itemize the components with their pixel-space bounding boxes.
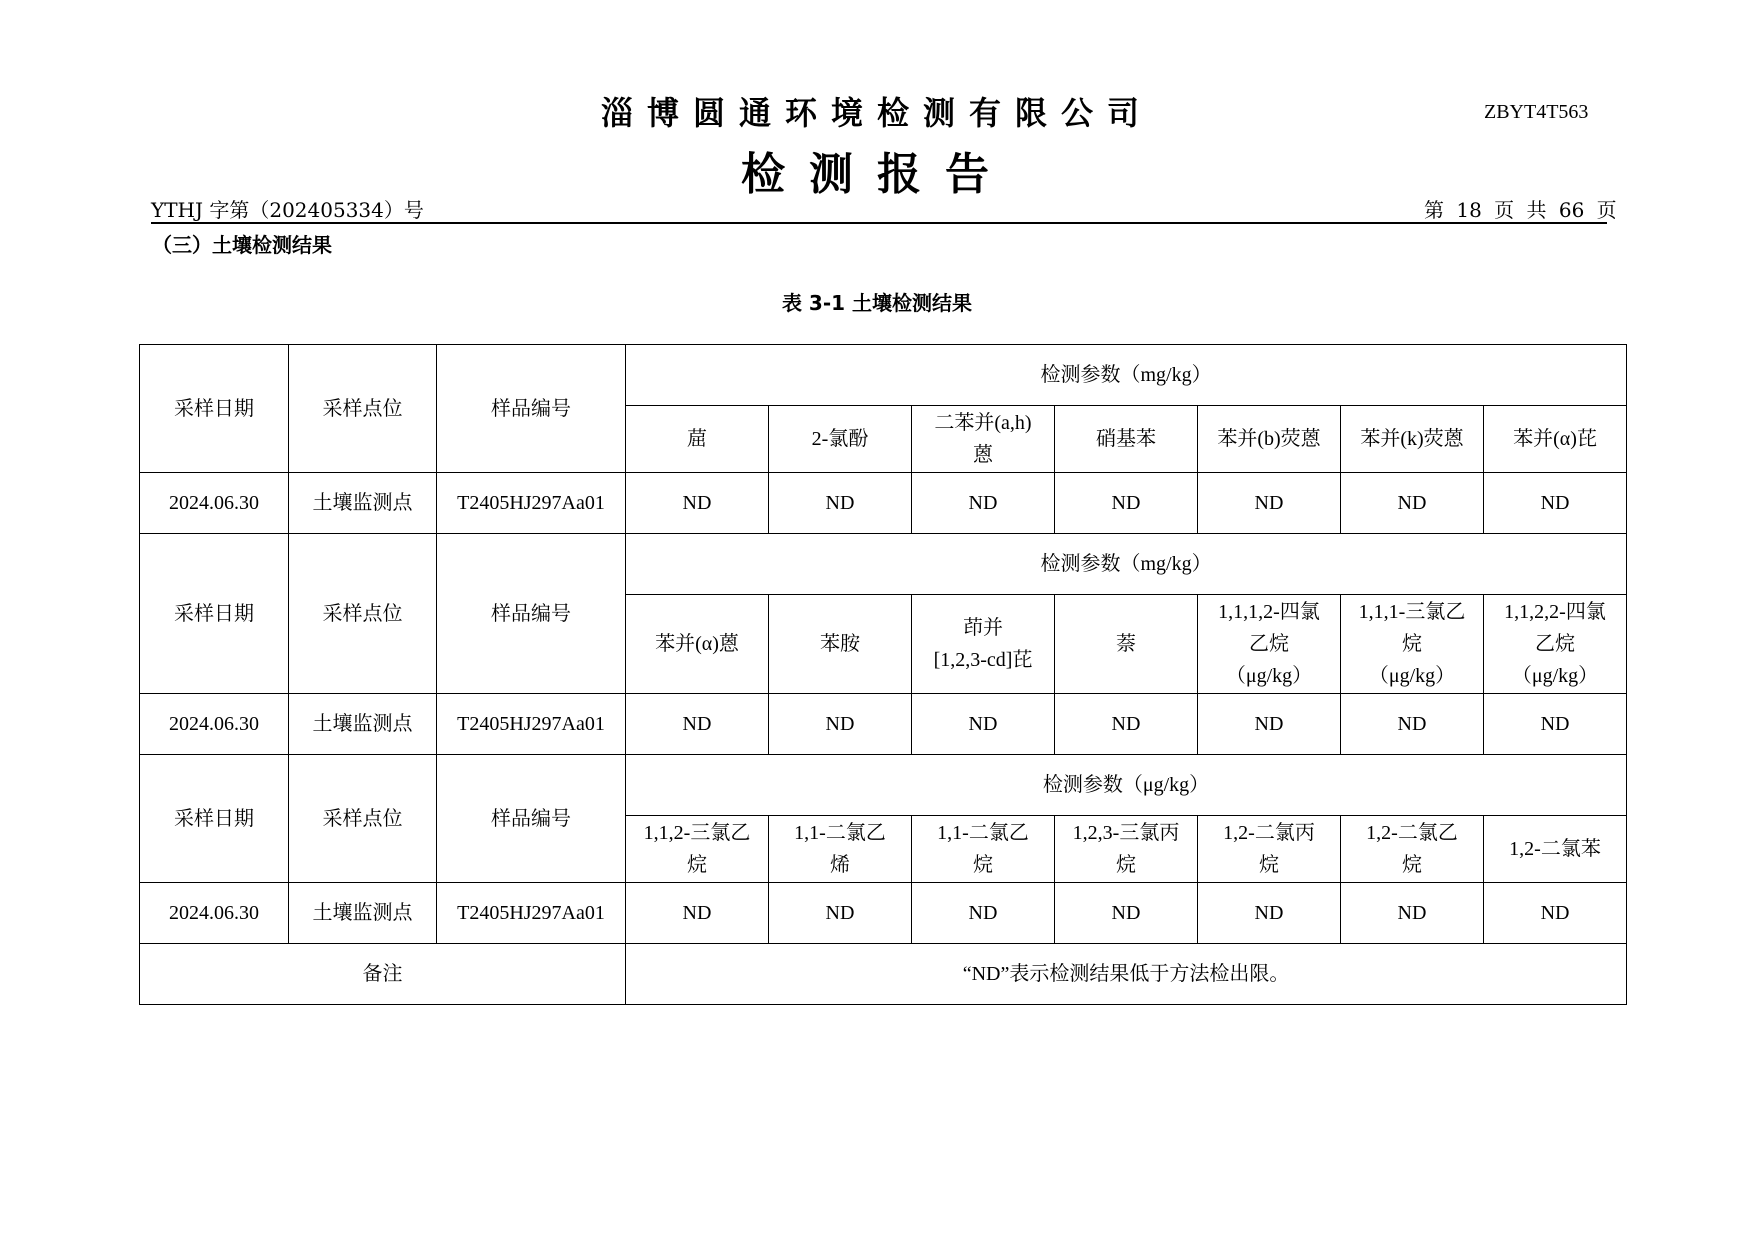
cell-sampling-date: 2024.06.30 (140, 473, 289, 534)
cell-result: ND (1055, 883, 1198, 944)
cell-result: ND (1198, 473, 1341, 534)
param-name: 1,1-二氯乙 烷 (912, 816, 1055, 883)
param-name: 硝基苯 (1055, 406, 1198, 473)
param-name: 1,2-二氯苯 (1484, 816, 1627, 883)
table-row (140, 694, 1627, 755)
cell-result: ND (1341, 473, 1484, 534)
cell-result: ND (626, 694, 769, 755)
report-title: 检测报告 (741, 149, 1013, 200)
param-name: 䓛 (626, 406, 769, 473)
param-header-row (140, 755, 1627, 816)
cell-result: ND (1055, 473, 1198, 534)
header-sampling-point: 采样点位 (289, 345, 437, 473)
param-header-row (140, 534, 1627, 595)
cell-sampling-date: 2024.06.30 (140, 883, 289, 944)
param-name: 1,1,1,2-四氯 乙烷 （μg/kg） (1198, 595, 1341, 694)
param-group-header: 检测参数（μg/kg） (626, 755, 1627, 816)
soil-results-table (139, 344, 1627, 1005)
cell-result: ND (912, 694, 1055, 755)
param-name: 1,2-二氯乙 烷 (1341, 816, 1484, 883)
header-divider (151, 222, 1607, 224)
param-name: 苯胺 (769, 595, 912, 694)
cell-sample-number: T2405HJ297Aa01 (437, 473, 626, 534)
param-name: 苯并(k)荧蒽 (1341, 406, 1484, 473)
param-name: 茚并 [1,2,3-cd]芘 (912, 595, 1055, 694)
param-name: 1,2-二氯丙 烷 (1198, 816, 1341, 883)
cell-result: ND (1484, 883, 1627, 944)
cell-sampling-point: 土壤监测点 (289, 883, 437, 944)
cell-result: ND (1198, 883, 1341, 944)
param-group-header: 检测参数（mg/kg） (626, 534, 1627, 595)
header-sampling-point: 采样点位 (289, 534, 437, 694)
param-name: 苯并(α)芘 (1484, 406, 1627, 473)
page-number: 第 18 页 共 66 页 (1424, 198, 1617, 222)
cell-sampling-point: 土壤监测点 (289, 473, 437, 534)
cell-result: ND (626, 883, 769, 944)
param-name: 萘 (1055, 595, 1198, 694)
param-name: 2-氯酚 (769, 406, 912, 473)
table-caption: 表 3-1 土壤检测结果 (781, 291, 973, 315)
cell-sample-number: T2405HJ297Aa01 (437, 694, 626, 755)
param-name: 1,1,1-三氯乙 烷 （μg/kg） (1341, 595, 1484, 694)
document-code: ZBYT4T563 (1484, 101, 1589, 123)
cell-result: ND (1484, 694, 1627, 755)
cell-result: ND (769, 473, 912, 534)
param-name: 二苯并(a,h) 蒽 (912, 406, 1055, 473)
cell-result: ND (1341, 883, 1484, 944)
param-name: 苯并(α)蒽 (626, 595, 769, 694)
header-sampling-date: 采样日期 (140, 534, 289, 694)
header-sample-number: 样品编号 (437, 345, 626, 473)
cell-sampling-date: 2024.06.30 (140, 694, 289, 755)
cell-result: ND (1055, 694, 1198, 755)
header-sampling-point: 采样点位 (289, 755, 437, 883)
header-sample-number: 样品编号 (437, 755, 626, 883)
param-group-header: 检测参数（mg/kg） (626, 345, 1627, 406)
section-heading: （三）土壤检测结果 (152, 233, 332, 257)
param-header-row (140, 345, 1627, 406)
cell-result: ND (769, 694, 912, 755)
cell-result: ND (1198, 694, 1341, 755)
note-label: 备注 (140, 944, 626, 1005)
cell-result: ND (1341, 694, 1484, 755)
cell-result: ND (912, 883, 1055, 944)
cell-result: ND (769, 883, 912, 944)
param-name: 1,1,2-三氯乙 烷 (626, 816, 769, 883)
note-text: “ND”表示检测结果低于方法检出限。 (626, 944, 1627, 1005)
report-number: YTHJ 字第（202405334）号 (151, 198, 424, 222)
table-row (140, 883, 1627, 944)
param-name: 1,1,2,2-四氯 乙烷 （μg/kg） (1484, 595, 1627, 694)
param-name: 苯并(b)荧蒽 (1198, 406, 1341, 473)
company-name: 淄博圆通环境检测有限公司 (600, 94, 1153, 132)
table-row (140, 473, 1627, 534)
header-sample-number: 样品编号 (437, 534, 626, 694)
cell-sampling-point: 土壤监测点 (289, 694, 437, 755)
header-sampling-date: 采样日期 (140, 755, 289, 883)
cell-result: ND (1484, 473, 1627, 534)
header-sampling-date: 采样日期 (140, 345, 289, 473)
cell-result: ND (626, 473, 769, 534)
param-name: 1,1-二氯乙 烯 (769, 816, 912, 883)
cell-sample-number: T2405HJ297Aa01 (437, 883, 626, 944)
param-name: 1,2,3-三氯丙 烷 (1055, 816, 1198, 883)
note-row (140, 944, 1627, 1005)
cell-result: ND (912, 473, 1055, 534)
